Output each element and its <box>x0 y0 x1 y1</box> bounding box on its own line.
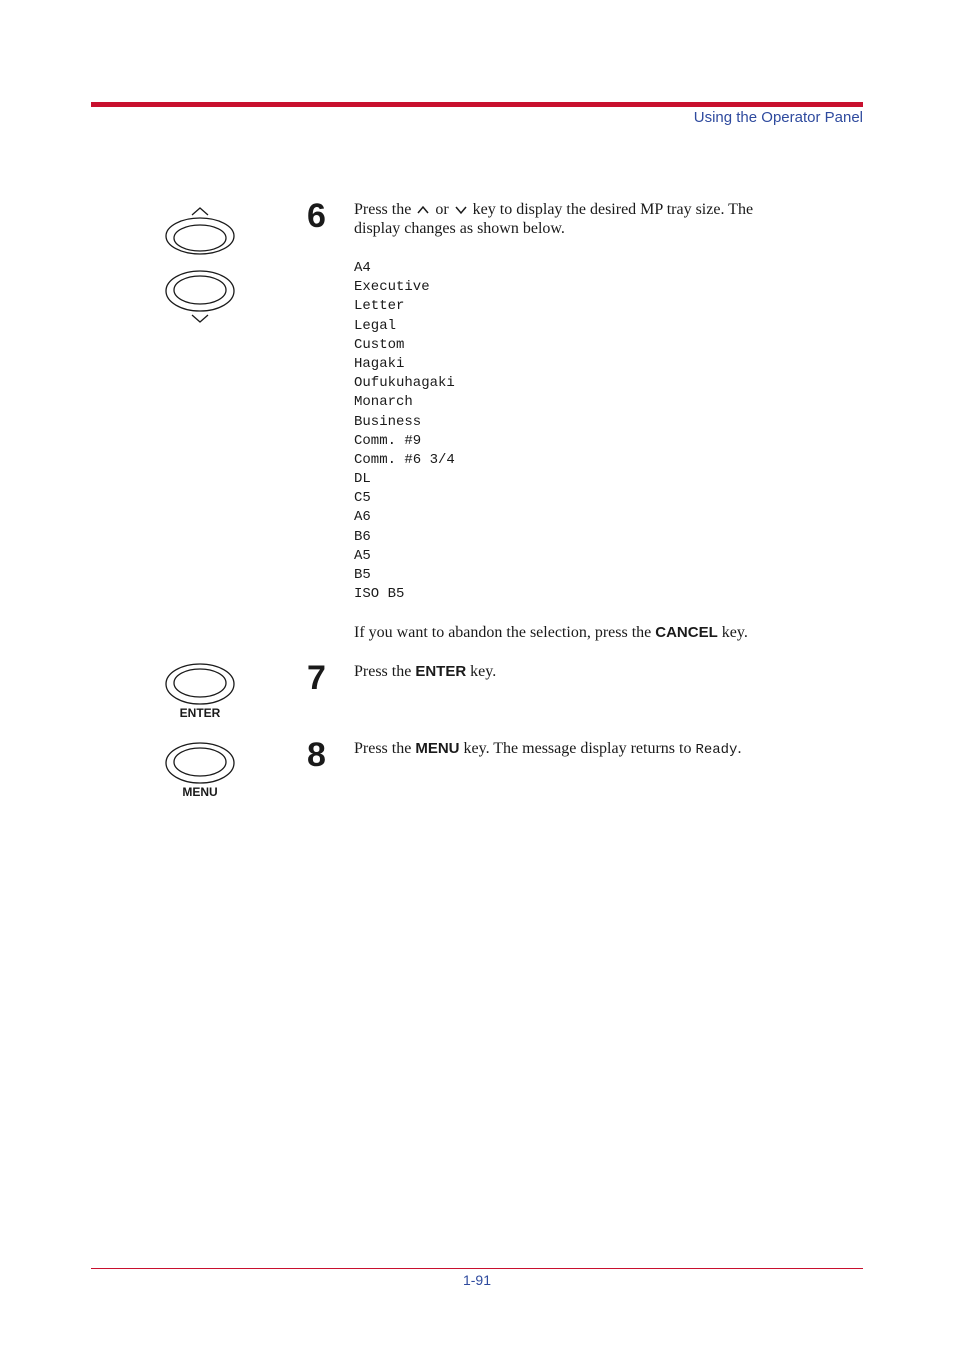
enter-key-label: ENTER <box>179 706 221 720</box>
menu-key-label: MENU <box>182 785 218 799</box>
step-8-number: 8 <box>307 736 326 774</box>
list-item: ISO B5 <box>354 586 405 603</box>
list-item: C5 <box>354 490 371 507</box>
list-item: B5 <box>354 567 371 583</box>
up-arrow-icon <box>415 204 431 216</box>
menu-key-name: MENU <box>415 740 460 757</box>
tray-size-list <box>354 259 455 604</box>
down-key-icon <box>166 271 234 322</box>
list-item: Executive <box>354 279 430 296</box>
enter-key-name: ENTER <box>415 663 467 680</box>
list-item: DL <box>354 471 371 488</box>
list-item: Comm. #9 <box>354 432 422 449</box>
list-item: Monarch <box>354 394 413 411</box>
menu-key-icon <box>160 739 240 787</box>
step-6-cancel-note: If you want to abandon the selection, press the CANCEL key. <box>354 624 748 641</box>
ready-message: Ready <box>695 742 738 758</box>
list-item: Oufukuhagaki <box>354 375 455 392</box>
up-key-icon <box>166 208 234 254</box>
list-item: Letter <box>354 298 405 315</box>
list-item: Hagaki <box>354 355 405 372</box>
list-item: A4 <box>354 260 371 276</box>
list-item: A5 <box>354 547 371 564</box>
step-6-instruction: Press the or key to display the desired MP tray size. The display changes as shown below. <box>354 201 754 237</box>
footer-rule <box>91 1268 863 1269</box>
step-8-instruction: Press the MENU key. The message display returns to Ready. <box>354 740 742 758</box>
step-7-number: 7 <box>307 659 326 697</box>
down-arrow-icon <box>453 204 469 216</box>
up-down-keys-illustration <box>160 203 240 327</box>
header-rule <box>91 102 863 107</box>
enter-key-icon <box>160 660 240 708</box>
cancel-key-name: CANCEL <box>655 624 718 641</box>
list-item: Legal <box>354 317 397 334</box>
page-number: 1-91 <box>462 1272 492 1288</box>
list-item: Comm. #6 3/4 <box>354 451 455 468</box>
list-item: B6 <box>354 528 371 545</box>
header-title: Using the Operator Panel <box>693 109 863 126</box>
step-6-number: 6 <box>307 197 326 235</box>
list-item: A6 <box>354 509 371 526</box>
list-item: Custom <box>354 336 405 353</box>
step-7-instruction: Press the ENTER key. <box>354 663 497 680</box>
list-item: Business <box>354 413 422 430</box>
